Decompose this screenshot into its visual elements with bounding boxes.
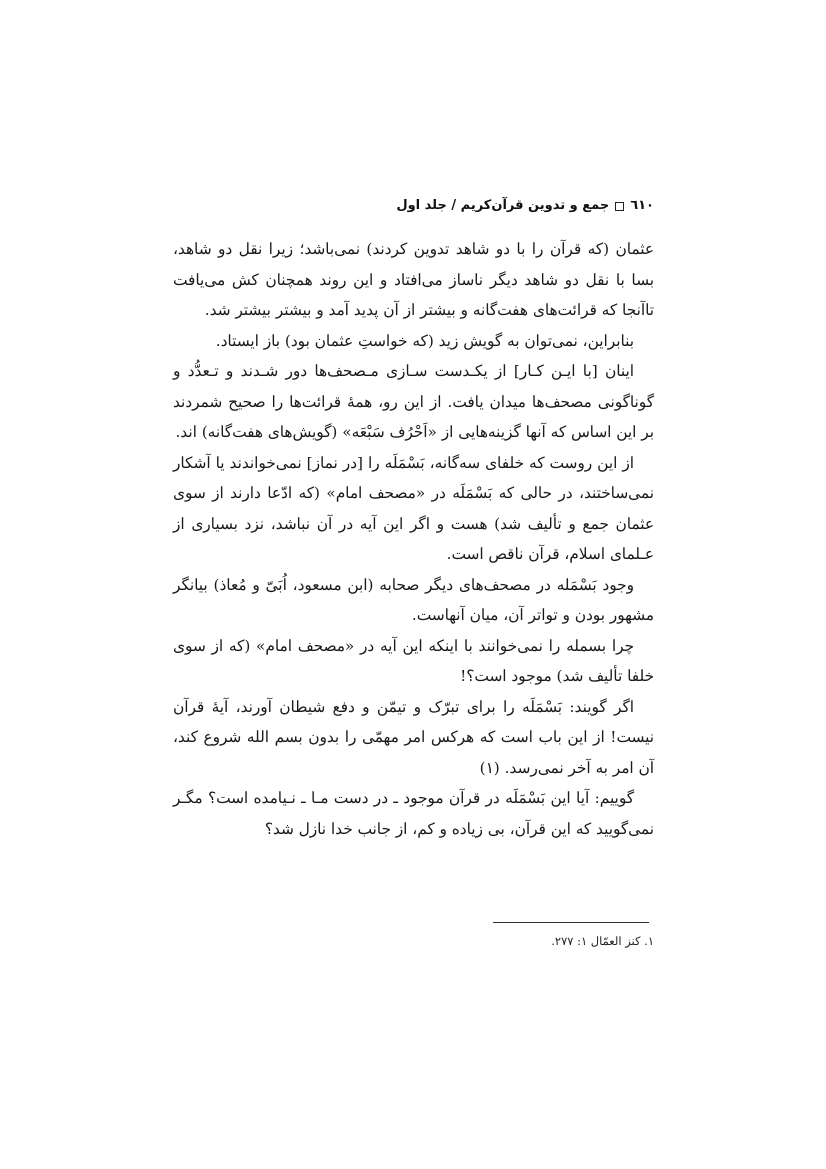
page-number: ٦١٠ <box>630 198 654 213</box>
paragraph: اینان [با ایـن کـار] از یکـدست سـازی مـصحف‌ها دور شـدند و تـعدُّد و گوناگونی مصحف‌ها میدان یافت. از این رو، همهٔ قرائت‌ها را صحیح شمردند بر این اساس که آنها گزینه‌هایی از «اَحْرُف سَبْعَه» (گویش‌های هفت‌گانه) اند. <box>173 362 654 441</box>
document-page <box>173 196 654 844</box>
paragraph: وجود بَسْمَله در مصحف‌های دیگر صحابه (ابن مسعود، اُبَیّ و مُعاذ) بیانگر مشهور بودن و تواتر آن، میان آنهاست. <box>173 575 654 624</box>
body-text <box>173 234 654 844</box>
running-header <box>173 196 654 216</box>
paragraph: چرا بسمله را نمی‌خوانند با اینکه این آیه در «مصحف امام» (که از سوی خلفا تألیف شد) موجود است؟! <box>173 636 654 685</box>
square-icon <box>615 202 624 211</box>
paragraph: عثمان (که قرآن را با دو شاهد تدوین کردند) نمی‌باشد؛ زیرا نقل دو شاهد، بسا با نقل دو شاهد دیگر ناساز می‌افتاد و این روند همچنان کش می‌یافت تاآنجا که قرائت‌های هفت‌گانه و بیشتر از آن پدید آمد و بیشتر بیشتر شد. <box>173 240 654 319</box>
footnote-divider <box>493 922 649 923</box>
paragraph: اگر گویند: بَسْمَلَه را برای تبرّک و تیمّن و دفع شیطان آورند، آیهٔ قرآن نیست! از این باب است که هرکس امر مهمّی را بدون بسم الله شروع کند، آن امر به آخر نمی‌رسد. (۱) <box>173 697 654 777</box>
footnote: ۱. کنز العمّال ۱: ۲۷۷. <box>551 934 654 948</box>
paragraph: بنابراین، نمی‌توان به گویش زید (که خواستِ عثمان بود) باز ایستاد. <box>215 331 634 350</box>
paragraph: گوییم: آیا این بَسْمَلَه در قرآن موجود ـ در دست مـا ـ نـیامده است؟ مگـر نمی‌گویید که این قرآن، بی زیاده و کم، از جانب خدا نازل شد؟ <box>173 789 654 838</box>
book-title: جمع و تدوین قرآن‌کریم / جلد اول <box>396 198 610 213</box>
paragraph: از این روست که خلفای سه‌گانه، بَسْمَلَه را [در نماز] نمی‌خواندند یا آشکار نمی‌ساختند، در حالی که بَسْمَلَه در «مصحف امام» (که ادّعا دارند از سوی عثمان جمع و تألیف شد) هست و اگر این آیه در آن نباشد، نزد بسیاری از عـلمای اسلام، قرآن ناقص است. <box>173 453 654 563</box>
